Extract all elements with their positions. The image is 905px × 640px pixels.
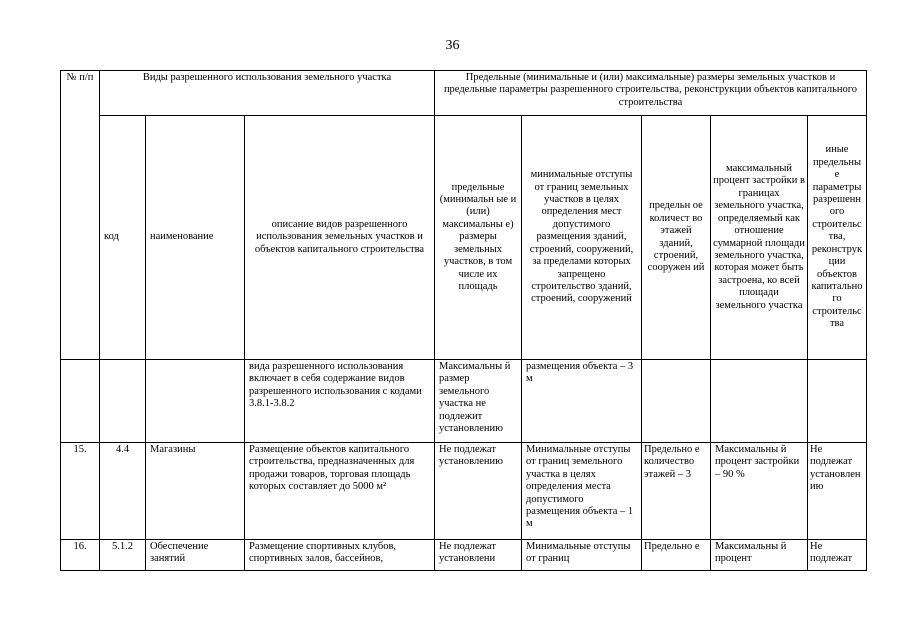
table-row [61, 360, 867, 443]
cell-name [146, 360, 245, 443]
page-number: 36 [445, 38, 460, 53]
cell-floors: Предельно е количество этажей – 3 [642, 443, 711, 540]
cell-setbacks: Минимальные отступы от границ земельного участка в целях определения места допустимого размещения объекта – 1 м [522, 443, 642, 540]
cell-plot-size: Не подлежат установлению [435, 443, 522, 540]
cell-code [100, 360, 146, 443]
header-plot-size: предельные (минимальн ые и (или) максимальны е) размеры земельных участков, в том числе их площадь [435, 116, 522, 360]
header-description: описание видов разрешенного использования земельных участков и объектов капитального строительства [245, 116, 435, 360]
cell-name: Обеспечение занятий [146, 540, 245, 571]
header-types-title: Виды разрешенного использования земельного участка [100, 71, 435, 116]
header-num: № п/п [61, 71, 100, 360]
cell-coverage: Максимальны й процент [711, 540, 808, 571]
cell-coverage: Максимальны й процент застройки – 90 % [711, 443, 808, 540]
header-code: код [100, 116, 146, 360]
cell-floors: Предельно е [642, 540, 711, 571]
cell-floors [642, 360, 711, 443]
cell-setbacks: Минимальные отступы от границ [522, 540, 642, 571]
cell-num: 16. [61, 540, 100, 571]
cell-num [61, 360, 100, 443]
cell-name: Магазины [146, 443, 245, 540]
header-name: наименование [146, 116, 245, 360]
cell-description: Размещение объектов капитального строительства, предназначенных для продажи товаров, торговая площадь которых составляет до 5000 м² [245, 443, 435, 540]
cell-plot-size: Не подлежат установлени [435, 540, 522, 571]
header-limits-title: Предельные (минимальные и (или) максимальные) размеры земельных участков и предельные параметры разрешенного строительства, реконструкции объектов капитального строительства [435, 71, 867, 116]
header-coverage: максимальный процент застройки в границах земельного участка, определяемый как отношение суммарной площади земельного участка, которая может быть застроена, ко всей площади земельного участка [711, 116, 808, 360]
cell-num: 15. [61, 443, 100, 540]
header-setbacks: минимальные отступы от границ земельных участков в целях определения мест допустимого размещения зданий, строений, сооружений, за пределами которых запрещено строительство зданий, строений, сооружений [522, 116, 642, 360]
cell-other: Не подлежат установлен ию [808, 443, 867, 540]
header-row-top [61, 71, 867, 116]
cell-code: 5.1.2 [100, 540, 146, 571]
table-row [61, 540, 867, 571]
cell-description: вида разрешенного использования включает в себя содержание видов разрешенного использования с кодами 3.8.1-3.8.2 [245, 360, 435, 443]
cell-other: Не подлежат [808, 540, 867, 571]
cell-setbacks: размещения объекта – 3 м [522, 360, 642, 443]
cell-other [808, 360, 867, 443]
cell-coverage [711, 360, 808, 443]
cell-plot-size: Максимальны й размер земельного участка не подлежит установлению [435, 360, 522, 443]
cell-code: 4.4 [100, 443, 146, 540]
header-row-sub [61, 116, 867, 360]
header-other: иные предельны е параметры разрешенн ого строительс тва, реконструк ции объектов капитально го строительс тва [808, 116, 867, 360]
header-floors: предельн ое количест во этажей зданий, строений, сооружен ий [642, 116, 711, 360]
table-row [61, 443, 867, 540]
cell-description: Размещение спортивных клубов, спортивных залов, бассейнов, [245, 540, 435, 571]
land-use-regulations-table [60, 70, 867, 571]
